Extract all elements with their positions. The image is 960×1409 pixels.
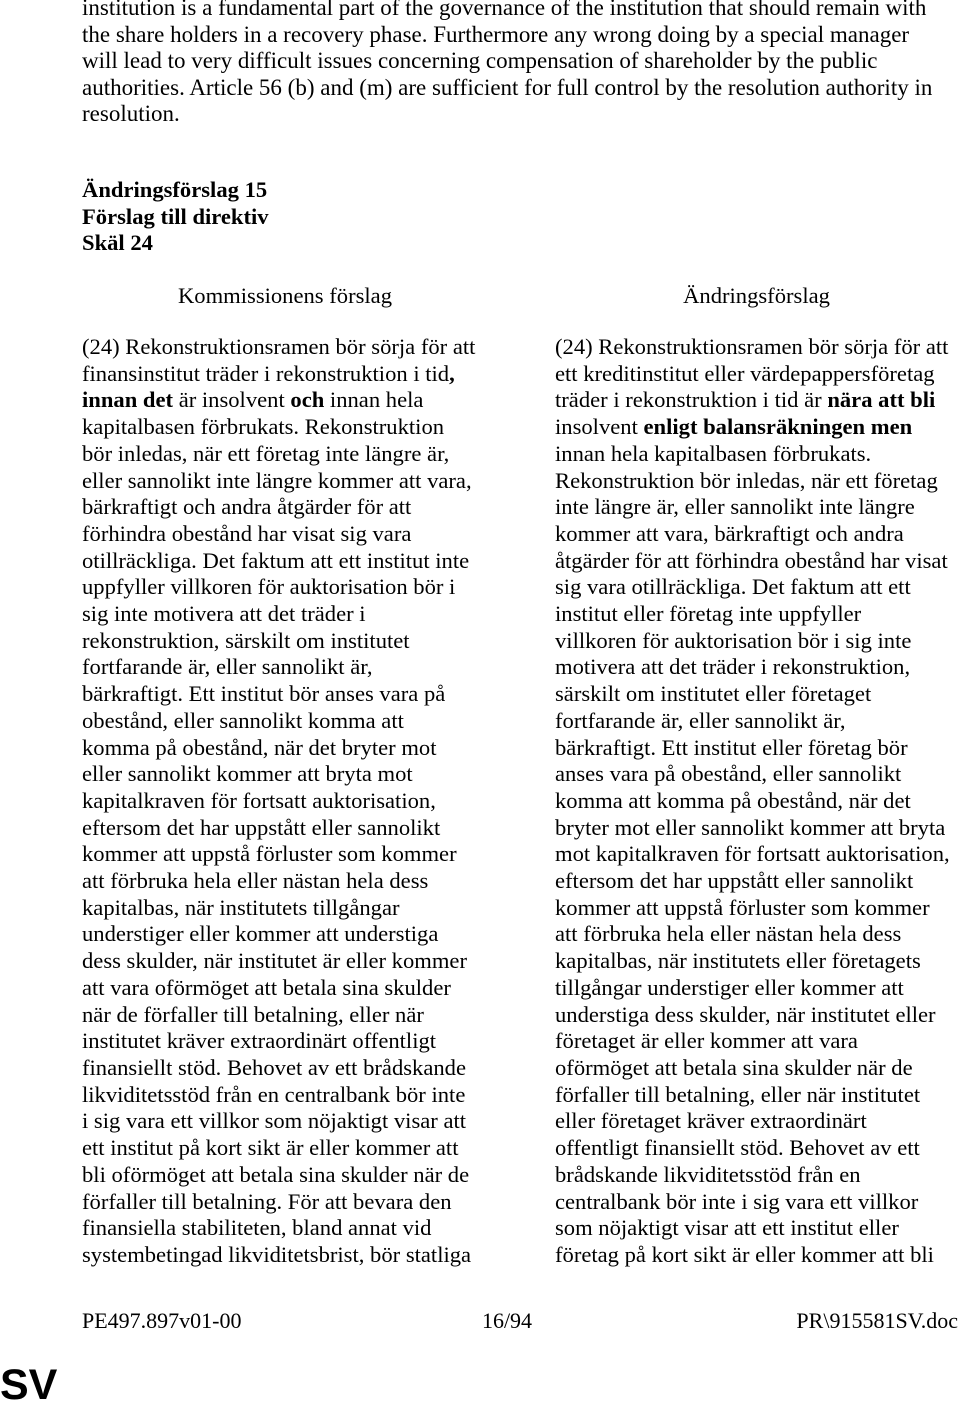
text-line: sig vara otillräckliga. Det faktum att ett: [555, 574, 911, 600]
text-line: eftersom det har uppstått eller sannolikt: [82, 814, 441, 840]
text-line: kapitalkraven för fortsatt auktorisation,: [82, 787, 436, 813]
text-line: institution is a fundamental part of the governance of the institution that should remain with: [82, 0, 927, 20]
text-line: institut eller företag inte uppfyller: [555, 601, 862, 627]
text-line: bli oförmöget att betala sina skulder när de: [82, 1161, 470, 1187]
text-line: fortfarande är, eller sannolikt är,: [82, 654, 373, 680]
text-line: bör inledas, när ett företag inte längre är,: [82, 440, 450, 466]
text-line: kommer att uppstå förluster som kommer: [555, 894, 930, 920]
file-name: PR\915581SV.doc: [796, 1308, 958, 1333]
language-code: SV: [0, 1361, 58, 1409]
text-line: i sig vara ett villkor som nöjaktigt visar att: [82, 1108, 467, 1134]
text-line: kapitalbasen förbrukats. Rekonstruktion: [82, 414, 445, 440]
amendment-heading: [82, 177, 269, 257]
text-line: dess skulder, när institutet är eller kommer: [82, 948, 467, 974]
amendment-column: [555, 334, 958, 1269]
text-line: obestånd, eller sannolikt komma att: [82, 707, 404, 733]
text-line: Rekonstruktion bör inledas, när ett företag: [555, 467, 938, 493]
text-line: företag på kort sikt är eller kommer att bli: [555, 1241, 934, 1267]
text-line: [82, 361, 488, 388]
text-line: som nöjaktigt visar att ett institut eller: [555, 1215, 899, 1241]
text-line: fortfarande är, eller sannolikt är,: [555, 707, 846, 733]
text-line: komma att komma på obestånd, när det: [555, 787, 911, 813]
text-line: åtgärder för att förhindra obestånd har visat: [555, 547, 948, 573]
text-line: systembetingad likviditetsbrist, bör statliga: [82, 1241, 472, 1267]
text-line: uppfyller villkoren för auktorisation bör i: [82, 574, 456, 600]
text-line: [555, 387, 958, 414]
text-line: komma på obestånd, när det bryter mot: [82, 734, 437, 760]
text-line: (24) Rekonstruktionsramen bör sörja för att: [555, 334, 949, 359]
bold-text-segment: enligt balansräkningen men: [643, 414, 913, 440]
text-line: finansiellt stöd. Behovet av ett brådskande: [82, 1054, 466, 1080]
text-line: att förbruka hela eller nästan hela dess: [555, 921, 902, 947]
column-header-commission-proposal: Kommissionens förslag: [177, 283, 392, 308]
text-line: offentligt finansiellt stöd. Behovet av ett: [555, 1135, 920, 1161]
text-line: motivera att det träder i rekonstruktion,: [555, 654, 911, 680]
text-line: särskilt om institutet eller företaget: [555, 681, 872, 707]
text-line: villkoren för auktorisation bör i sig inte: [555, 627, 912, 653]
text-line: brådskande likviditetsstöd från en: [555, 1161, 861, 1187]
text-line: ett institut på kort sikt är eller kommer att: [82, 1135, 459, 1161]
text-line: eller sannolikt inte längre kommer att vara,: [82, 467, 472, 493]
text-segment: träder i rekonstruktion i tid är: [555, 387, 828, 413]
text-line: förfaller till betalning. För att bevara den: [82, 1188, 452, 1214]
text-segment: är insolvent: [173, 387, 291, 413]
recital-reference: Skäl 24: [82, 230, 153, 255]
text-line: will lead to very difficult issues concerning compensation of shareholder by the public: [82, 48, 878, 73]
text-line: anses vara på obestånd, eller sannolikt: [555, 761, 902, 787]
proposal-title: Förslag till direktiv: [82, 203, 269, 229]
text-segment: insolvent: [555, 414, 644, 440]
text-line: oförmöget att betala sina skulder när de: [555, 1054, 913, 1080]
text-line: otillräckliga. Det faktum att ett institut inte: [82, 547, 470, 573]
text-line: kapitalbas, när institutets tillgångar: [82, 894, 400, 920]
bold-text-segment: nära att bli: [827, 387, 936, 413]
text-line: [82, 387, 488, 414]
text-line: understiga dess skulder, när institutet eller: [555, 1001, 936, 1027]
text-line: [555, 414, 958, 441]
text-line: innan hela kapitalbasen förbrukats.: [555, 440, 872, 466]
text-line: förhindra obestånd har visat sig vara: [82, 520, 412, 546]
text-segment: innan hela: [324, 387, 424, 413]
text-line: the share holders in a recovery phase. Furthermore any wrong doing by a special manager: [82, 21, 910, 47]
text-line: bryter mot eller sannolikt kommer att bryta: [555, 814, 946, 840]
bold-text-segment: ,: [449, 360, 455, 386]
text-line: mot kapitalkraven för fortsatt auktorisation,: [555, 841, 950, 867]
text-line: (24) Rekonstruktionsramen bör sörja för att: [82, 334, 476, 359]
text-line: sig inte motivera att det träder i: [82, 601, 366, 627]
justification-paragraph: [82, 0, 932, 128]
commission-proposal-column: [82, 334, 488, 1269]
text-line: understiger eller kommer att understiga: [82, 921, 439, 947]
text-line: bärkraftigt och andra åtgärder för att: [82, 494, 412, 520]
text-line: institutet kräver extraordinärt offentligt: [82, 1028, 437, 1054]
text-line: authorities. Article 56 (b) and (m) are sufficient for full control by the resolution authority in: [82, 74, 933, 100]
text-line: eller företaget kräver extraordinärt: [555, 1108, 867, 1134]
text-line: bärkraftigt. Ett institut bör anses vara på: [82, 681, 446, 707]
text-line: inte längre är, eller sannolikt inte längre: [555, 494, 915, 520]
text-line: att förbruka hela eller nästan hela dess: [82, 868, 429, 894]
text-line: kommer att vara, bärkraftigt och andra: [555, 520, 904, 546]
text-line: centralbank bör inte i sig vara ett villkor: [555, 1188, 919, 1214]
text-line: företaget är eller kommer att vara: [555, 1028, 858, 1054]
text-line: kapitalbas, när institutets eller företagets: [555, 948, 921, 974]
text-line: bärkraftigt. Ett institut eller företag bör: [555, 734, 908, 760]
text-line: finansiella stabiliteten, bland annat vid: [82, 1215, 432, 1241]
text-line: likviditetsstöd från en centralbank bör inte: [82, 1081, 466, 1107]
document-reference: PE497.897v01-00: [82, 1308, 242, 1333]
text-line: ett kreditinstitut eller värdepappersföretag: [555, 360, 935, 386]
bold-text-segment: innan det: [82, 387, 174, 413]
text-line: tillgångar understiger eller kommer att: [555, 974, 904, 1000]
text-line: när de förfaller till betalning, eller när: [82, 1001, 424, 1027]
text-line: eftersom det har uppstått eller sannolikt: [555, 868, 914, 894]
amendment-number: Ändringsförslag 15: [82, 177, 268, 202]
text-line: rekonstruktion, särskilt om institutet: [82, 627, 410, 653]
text-line: förfaller till betalning, eller när institutet: [555, 1081, 921, 1107]
text-line: kommer att uppstå förluster som kommer: [82, 841, 457, 867]
bold-text-segment: och: [290, 387, 325, 413]
text-line: eller sannolikt kommer att bryta mot: [82, 761, 413, 787]
page-number: 16/94: [481, 1308, 533, 1333]
column-header-amendment: Ändringsförslag: [683, 283, 830, 308]
text-line: resolution.: [82, 101, 180, 126]
text-line: att vara oförmöget att betala sina skulder: [82, 974, 451, 1000]
text-segment: finansinstitut träder i rekonstruktion i tid: [82, 360, 450, 386]
